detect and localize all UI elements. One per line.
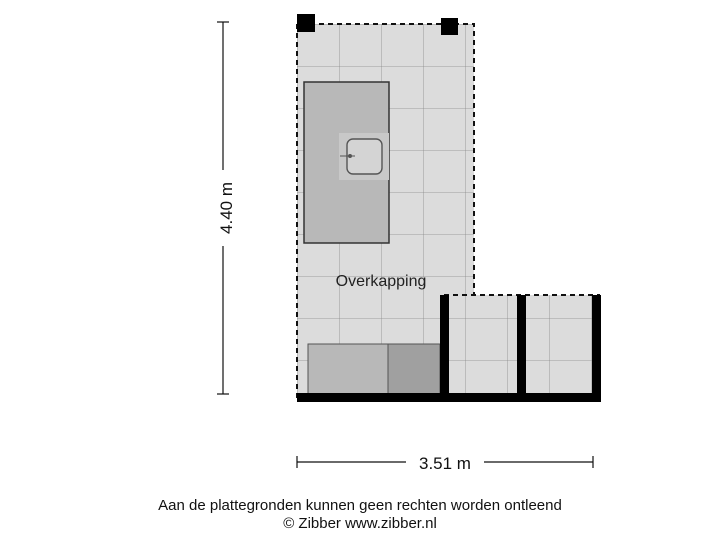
- disclaimer-text: Aan de plattegronden kunnen geen rechten worden ontleend: [158, 497, 562, 514]
- room-label: Overkapping: [335, 273, 427, 290]
- post-left: [297, 14, 315, 32]
- post-right: [441, 18, 458, 35]
- credit-text: © Zibber www.zibber.nl: [283, 515, 437, 532]
- dimension-width-label: 3.51 m: [419, 454, 471, 473]
- dimension-height-label: 4.40 m: [217, 182, 236, 234]
- dimension-width: [297, 454, 593, 473]
- kitchen-island: [304, 82, 389, 243]
- counter: [308, 344, 440, 394]
- dimension-height: [217, 22, 236, 394]
